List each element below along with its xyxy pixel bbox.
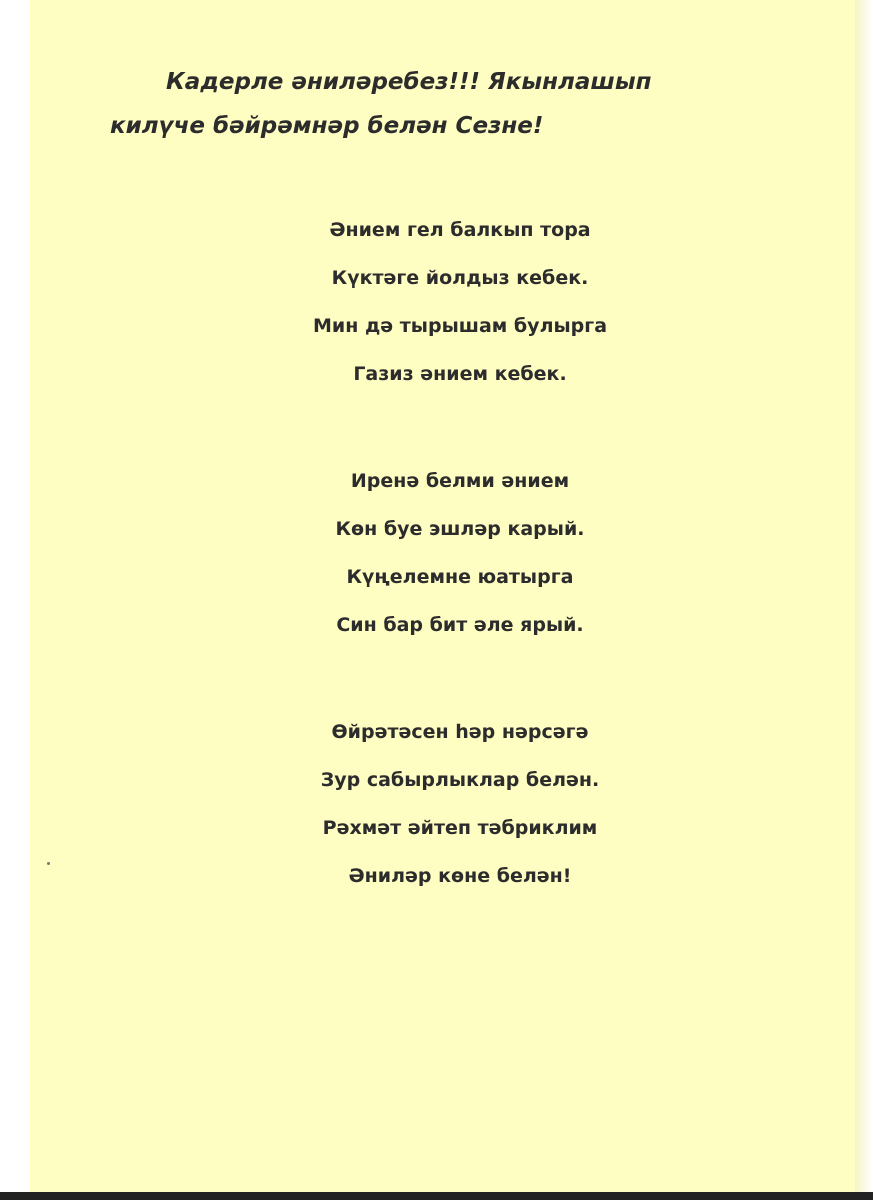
poem-line: Әнием гел балкып тора [329, 219, 591, 241]
paper-edge-shadow [855, 0, 873, 1195]
poem-line: Рәхмәт әйтеп тәбриклим [322, 817, 598, 839]
poem-line: Көн буе эшләр карый. [335, 518, 585, 540]
greeting-heading: Кадерле әниләребез!!! Якынлашып килүче бәйрәмнәр белән Сезне! [110, 69, 652, 139]
poem-line: Күңелемне юатырга [346, 566, 574, 588]
scanner-bottom-edge [0, 1192, 873, 1200]
poem-line: Газиз әнием кебек. [353, 363, 567, 385]
scan-speck [47, 862, 50, 865]
poem-line: Иренә белми әнием [350, 470, 570, 492]
poem-line: Зур сабырлыклар белән. [320, 769, 600, 791]
poem-stanza-3 [200, 708, 720, 900]
poem [200, 206, 720, 959]
poem-line: Күктәге йолдыз кебек. [331, 267, 589, 289]
poem-stanza-1 [200, 206, 720, 398]
poem-line: Мин дә тырышам булырга [312, 315, 608, 337]
poem-line: Өйрәтәсен һәр нәрсәгә [331, 721, 589, 743]
poem-line: Син бар бит әле ярый. [336, 614, 584, 636]
poem-stanza-2 [200, 457, 720, 649]
poem-line: Әниләр көне белән! [348, 865, 572, 887]
